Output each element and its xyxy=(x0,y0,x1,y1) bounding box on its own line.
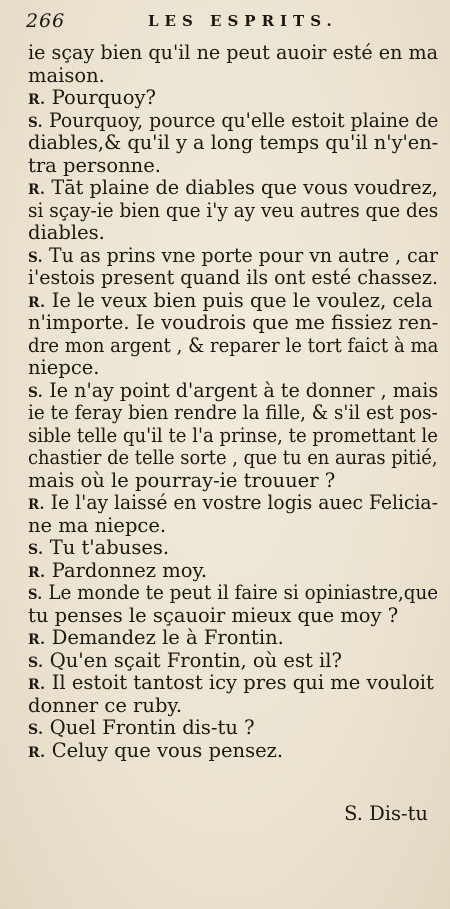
speaker-label: S. xyxy=(28,384,44,401)
line-text: sible telle qu'il te l'a prinse, te promettant le xyxy=(28,423,438,447)
text-line xyxy=(28,155,438,178)
text-line xyxy=(28,312,437,335)
text-line xyxy=(28,108,439,133)
speaker-label: R. xyxy=(28,744,46,761)
line-text: i'estois present quand ils ont esté chassez. xyxy=(28,266,439,289)
line-text: mais où le pourray-ie trouuer ? xyxy=(28,468,336,492)
speaker-label: S. xyxy=(28,249,43,266)
dialogue-text xyxy=(28,42,438,762)
line-text: Le monde te peut il faire si opiniastre,que xyxy=(48,581,439,604)
text-line xyxy=(28,446,438,470)
running-head: LES ESPRITS. xyxy=(148,12,338,30)
speaker-label: S. xyxy=(28,722,44,738)
text-line xyxy=(28,222,438,245)
text-line xyxy=(28,605,438,628)
text-line xyxy=(28,357,438,380)
text-line xyxy=(28,537,438,560)
text-line xyxy=(28,650,438,673)
line-text: Tāt plaine de diables que vous voudrez, xyxy=(51,176,438,199)
line-text: diables. xyxy=(28,221,105,244)
speaker-label: S. xyxy=(28,114,43,131)
line-text: Ie l'ay laissé en vostre logis auec Felicia- xyxy=(50,491,438,514)
text-line xyxy=(28,333,439,358)
text-line xyxy=(28,717,438,740)
line-text: donner ce ruby. xyxy=(28,693,183,717)
line-text: n'importe. Ie voudrois que me fissiez ren- xyxy=(28,311,439,334)
page-number: 266 xyxy=(26,10,66,32)
line-text: Demandez le à Frontin. xyxy=(51,626,284,649)
text-line xyxy=(28,87,438,110)
line-text: Qu'en sçait Frontin, où est il? xyxy=(49,648,342,672)
line-text: ie sçay bien qu'il ne peut auoir esté en ma xyxy=(28,41,439,64)
page-header xyxy=(26,8,436,34)
line-text: diables,& qu'il y a long temps qu'il n'y'en- xyxy=(28,131,439,154)
line-text: Tu as prins vne porte pour vn autre , car xyxy=(48,243,438,267)
speaker-label: S. xyxy=(28,542,44,558)
text-line xyxy=(28,65,438,88)
line-text: ie te feray bien rendre la fille, & s'il est pos- xyxy=(28,401,438,424)
text-line xyxy=(28,378,439,403)
speaker-label: R. xyxy=(28,677,46,693)
text-line xyxy=(28,627,438,650)
line-text: ne ma niepce. xyxy=(28,513,167,537)
text-line xyxy=(28,131,439,155)
speaker-label: R. xyxy=(28,294,46,311)
line-text: Ie n'ay point d'argent à te donner , mais xyxy=(49,378,439,402)
text-line xyxy=(28,740,438,763)
text-line xyxy=(28,581,439,605)
line-text: tra personne. xyxy=(28,153,161,177)
text-line xyxy=(28,401,438,425)
text-line xyxy=(28,266,439,290)
line-text: dre mon argent , & reparer le tort faict à ma xyxy=(28,333,439,357)
speaker-label: R. xyxy=(28,497,45,513)
line-text: Ie le veux bien puis que le voulez, cela xyxy=(51,288,433,312)
text-line xyxy=(28,423,438,448)
speaker-label: R. xyxy=(28,92,46,108)
line-text: maison. xyxy=(28,63,105,87)
speaker-label: R. xyxy=(28,564,46,581)
text-line xyxy=(28,470,438,493)
text-line xyxy=(28,491,438,515)
text-line xyxy=(28,176,438,200)
line-text: niepce. xyxy=(28,356,100,379)
line-text: Il estoit tantost icy pres qui me vouloit xyxy=(51,671,434,694)
line-text: Pourquoy? xyxy=(51,86,156,109)
catchword: S. Dis-tu xyxy=(344,802,428,825)
line-text: Tu t'abuses. xyxy=(49,536,170,559)
line-text: Quel Frontin dis-tu ? xyxy=(49,716,255,739)
line-text: si sçay-ie bien que i'y ay veu autres que des xyxy=(28,198,439,222)
speaker-label: R. xyxy=(28,182,46,198)
text-line xyxy=(28,198,439,223)
text-line xyxy=(28,290,438,313)
line-text: Pourquoy, pource qu'elle estoit plaine de xyxy=(48,108,439,132)
text-line xyxy=(28,243,438,268)
speaker-label: S. xyxy=(28,654,44,671)
text-line xyxy=(28,672,438,695)
text-line xyxy=(28,560,438,583)
line-text: Celuy que vous pensez. xyxy=(51,738,284,762)
speaker-label: S. xyxy=(28,587,43,603)
speaker-label: R. xyxy=(28,632,46,648)
text-line xyxy=(28,695,438,718)
line-text: chastier de telle sorte , que tu en auras pitié, xyxy=(28,446,438,469)
text-line xyxy=(28,41,439,65)
line-text: tu penses le sçauoir mieux que moy ? xyxy=(28,603,399,627)
line-text: Pardonnez moy. xyxy=(51,558,208,582)
text-line xyxy=(28,515,438,538)
